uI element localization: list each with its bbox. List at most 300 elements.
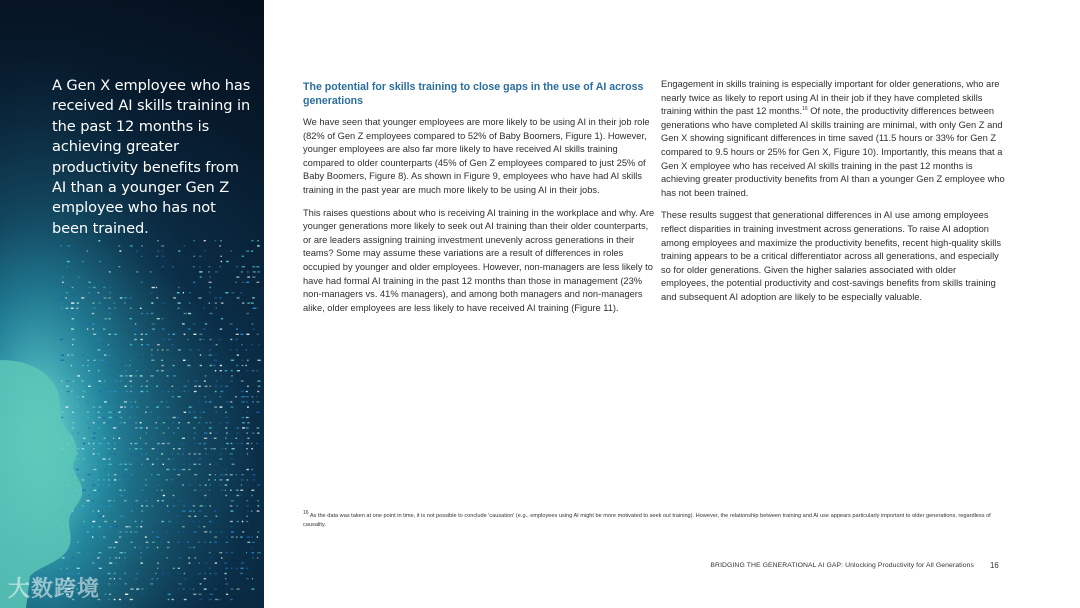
dot xyxy=(66,557,67,558)
dot xyxy=(189,453,191,454)
dot xyxy=(156,536,159,537)
dot xyxy=(214,297,217,298)
dot xyxy=(172,266,174,267)
dot xyxy=(119,557,120,558)
dot xyxy=(209,287,211,288)
dot xyxy=(134,375,136,376)
dot xyxy=(231,250,232,251)
dot xyxy=(231,406,234,407)
dot xyxy=(145,484,146,485)
dot xyxy=(237,354,239,355)
dot xyxy=(129,412,132,413)
dot xyxy=(204,396,206,397)
dot xyxy=(61,568,63,569)
dot xyxy=(173,370,174,371)
dot xyxy=(135,422,136,423)
dot xyxy=(151,583,154,584)
dot xyxy=(167,542,169,543)
dot xyxy=(103,328,105,329)
dot xyxy=(230,521,233,522)
dot xyxy=(177,562,178,563)
dot xyxy=(246,443,249,444)
dot xyxy=(88,453,90,454)
dot xyxy=(108,448,110,449)
dot xyxy=(246,401,248,402)
dot xyxy=(161,401,163,402)
dot xyxy=(257,282,260,283)
dot xyxy=(214,573,217,574)
dot xyxy=(62,557,65,558)
dot xyxy=(188,380,189,381)
dot xyxy=(60,302,63,303)
footnote-reference[interactable]: 16 xyxy=(802,106,808,113)
dot xyxy=(246,552,247,553)
dot xyxy=(82,391,85,392)
dot xyxy=(231,588,234,589)
dot xyxy=(236,427,239,428)
dot xyxy=(221,448,224,449)
dot xyxy=(199,271,202,272)
dot xyxy=(71,391,72,392)
dot xyxy=(177,516,179,517)
dot xyxy=(237,588,240,589)
dot xyxy=(88,495,90,496)
dot xyxy=(124,500,127,501)
dot xyxy=(200,276,202,277)
dot xyxy=(241,479,244,480)
dot xyxy=(145,365,147,366)
paragraph-text: Of note, the productivity differences between generations who have completed AI skills training are minimal, with only Gen Z and Gen X showing significant differences in time saved (11.5 hours or 33% for Gen Z compared to 9.5 hours or 25% for Gen X, Figure 10). Importantly, this means that a Gen X employee who has received AI skills training in the past 12 months is achieving greater productivity benefits from AI than a younger Gen Z employee who has not been trained. xyxy=(661,106,1005,198)
dot xyxy=(215,391,217,392)
dot xyxy=(163,422,165,423)
dot xyxy=(252,401,254,402)
dot xyxy=(72,287,74,288)
dot xyxy=(87,323,89,324)
dot xyxy=(200,490,203,491)
dot xyxy=(205,562,208,563)
dot xyxy=(140,349,141,350)
dot xyxy=(220,453,222,454)
dot xyxy=(72,422,74,423)
dot xyxy=(251,240,253,241)
dot xyxy=(129,297,132,298)
dot xyxy=(251,443,252,444)
dot xyxy=(257,427,260,428)
dot xyxy=(60,245,62,246)
dot xyxy=(221,386,223,387)
dot xyxy=(162,250,163,251)
dot xyxy=(251,344,253,345)
dot xyxy=(114,417,117,418)
left-text-column xyxy=(303,78,655,324)
dot xyxy=(157,250,159,251)
dot xyxy=(199,386,201,387)
dot xyxy=(256,396,257,397)
dot xyxy=(87,401,89,402)
dot xyxy=(179,583,182,584)
dot xyxy=(92,302,94,303)
dot xyxy=(251,552,254,553)
dot xyxy=(92,536,93,537)
dot xyxy=(163,464,165,465)
dot xyxy=(98,526,101,527)
dot xyxy=(173,422,174,423)
dot xyxy=(125,531,127,532)
dot xyxy=(199,562,200,563)
dot xyxy=(242,344,243,345)
dot xyxy=(209,282,212,283)
dot xyxy=(178,568,180,569)
dot xyxy=(178,469,181,470)
dot xyxy=(114,302,115,303)
dot xyxy=(93,328,94,329)
dot xyxy=(130,531,132,532)
dot xyxy=(129,484,131,485)
dot xyxy=(205,453,206,454)
dot xyxy=(152,531,154,532)
dot xyxy=(220,375,222,376)
dot xyxy=(242,422,245,423)
dot xyxy=(173,360,176,361)
dot xyxy=(98,417,101,418)
dot xyxy=(204,531,207,532)
dot xyxy=(173,505,175,506)
dot xyxy=(168,339,171,340)
dot xyxy=(130,308,131,309)
dot xyxy=(241,396,244,397)
dot xyxy=(215,271,218,272)
dot xyxy=(135,578,136,579)
dot xyxy=(193,594,196,595)
dot xyxy=(188,412,191,413)
dot xyxy=(151,313,154,314)
dot xyxy=(161,360,163,361)
dot xyxy=(226,401,229,402)
dot xyxy=(119,583,120,584)
dot xyxy=(220,490,223,491)
dot xyxy=(235,396,236,397)
dot xyxy=(141,588,143,589)
dot xyxy=(226,261,229,262)
dot xyxy=(189,588,191,589)
dot xyxy=(199,453,201,454)
dot xyxy=(67,568,68,569)
dot xyxy=(157,344,160,345)
dot xyxy=(113,547,116,548)
dot xyxy=(253,474,256,475)
dot xyxy=(130,422,133,423)
dot xyxy=(168,391,169,392)
dot xyxy=(110,578,112,579)
dot xyxy=(209,599,212,600)
dot xyxy=(94,495,95,496)
dot xyxy=(237,297,240,298)
dot xyxy=(126,526,129,527)
dot xyxy=(98,490,100,491)
dot xyxy=(173,375,176,376)
dot xyxy=(104,469,107,470)
dot xyxy=(215,370,216,371)
dot xyxy=(194,417,197,418)
dot xyxy=(235,474,237,475)
dot xyxy=(61,297,63,298)
dot xyxy=(124,552,126,553)
dot xyxy=(103,458,106,459)
dot xyxy=(184,245,185,246)
dot xyxy=(161,573,164,574)
dot xyxy=(109,453,112,454)
dot xyxy=(247,406,249,407)
dot xyxy=(124,469,127,470)
dot xyxy=(93,469,96,470)
dot xyxy=(83,443,85,444)
paragraph-text: Engagement in skills training is especially important for older generations, who are nearly twice as likely to report using AI in their job if they have completed skills training within the past 12 months. xyxy=(661,79,1000,117)
dot xyxy=(173,365,175,366)
dot xyxy=(256,308,258,309)
dot xyxy=(140,448,142,449)
dot xyxy=(246,396,249,397)
dot xyxy=(98,552,101,553)
dot xyxy=(131,443,132,444)
dot xyxy=(125,412,126,413)
dot xyxy=(103,516,105,517)
dot xyxy=(193,505,195,506)
dot xyxy=(225,490,227,491)
dot xyxy=(152,448,155,449)
dot xyxy=(194,490,197,491)
dot xyxy=(157,448,159,449)
dot xyxy=(72,318,75,319)
dot xyxy=(219,484,222,485)
dot xyxy=(93,448,95,449)
dot xyxy=(257,510,260,511)
dot xyxy=(171,344,173,345)
dot xyxy=(92,521,95,522)
dot xyxy=(135,448,138,449)
dot xyxy=(62,282,64,283)
dot xyxy=(235,282,236,283)
dot xyxy=(157,578,159,579)
dot xyxy=(93,505,95,506)
dot xyxy=(235,339,238,340)
dot xyxy=(183,531,185,532)
dot xyxy=(103,422,105,423)
dot xyxy=(72,557,74,558)
dot xyxy=(241,484,242,485)
dot xyxy=(108,354,111,355)
dot xyxy=(215,464,217,465)
dot xyxy=(214,448,216,449)
dot xyxy=(205,375,207,376)
dot xyxy=(199,521,201,522)
dot xyxy=(209,401,212,402)
dot xyxy=(194,386,197,387)
dot xyxy=(225,484,227,485)
dot xyxy=(231,375,232,376)
dot xyxy=(188,479,190,480)
dot xyxy=(109,349,110,350)
dot xyxy=(119,531,121,532)
dot xyxy=(257,557,258,558)
dot xyxy=(236,365,238,366)
dot xyxy=(230,474,233,475)
dot xyxy=(110,375,112,376)
dot xyxy=(152,542,155,543)
dot xyxy=(215,599,218,600)
dot xyxy=(150,375,153,376)
dot xyxy=(124,401,127,402)
dot xyxy=(198,573,201,574)
dot xyxy=(108,344,109,345)
dot xyxy=(167,380,168,381)
dot xyxy=(83,458,85,459)
dot xyxy=(199,443,201,444)
dot xyxy=(198,349,199,350)
dot xyxy=(72,427,74,428)
dot xyxy=(184,386,187,387)
dot xyxy=(77,542,78,543)
dot xyxy=(146,386,148,387)
dot xyxy=(109,557,110,558)
dot xyxy=(216,516,218,517)
dot xyxy=(242,365,244,366)
dot xyxy=(252,557,253,558)
dot xyxy=(129,396,131,397)
dot xyxy=(99,568,102,569)
dot xyxy=(177,292,180,293)
dot xyxy=(150,412,152,413)
dot xyxy=(252,266,255,267)
dot xyxy=(141,505,143,506)
dot xyxy=(237,521,239,522)
dot xyxy=(246,250,249,251)
dot xyxy=(163,495,165,496)
dot xyxy=(151,302,153,303)
dot xyxy=(104,573,106,574)
dot xyxy=(204,588,207,589)
dot xyxy=(87,510,88,511)
dot xyxy=(209,349,211,350)
dot xyxy=(150,271,151,272)
dot xyxy=(135,521,137,522)
dot xyxy=(114,391,117,392)
dot xyxy=(220,391,223,392)
dot xyxy=(124,406,126,407)
dot xyxy=(214,536,217,537)
dot xyxy=(61,360,64,361)
dot xyxy=(209,313,212,314)
dot xyxy=(194,432,197,433)
dot xyxy=(178,250,180,251)
dot xyxy=(141,354,143,355)
dot xyxy=(193,240,195,241)
dot xyxy=(189,349,192,350)
dot xyxy=(108,474,109,475)
dot xyxy=(130,453,132,454)
dot xyxy=(236,432,239,433)
dot xyxy=(246,505,249,506)
dot xyxy=(61,308,63,309)
dot xyxy=(66,406,69,407)
dot xyxy=(220,422,221,423)
dot xyxy=(188,505,190,506)
dot xyxy=(108,297,111,298)
dot xyxy=(236,328,238,329)
dot xyxy=(124,422,126,423)
dot xyxy=(156,422,157,423)
dot xyxy=(210,386,212,387)
dot xyxy=(76,313,77,314)
dot xyxy=(247,542,250,543)
dot xyxy=(71,308,74,309)
dot xyxy=(198,542,200,543)
dot xyxy=(216,380,218,381)
dot xyxy=(200,583,202,584)
dot xyxy=(194,443,195,444)
dot xyxy=(88,458,91,459)
dot xyxy=(251,547,252,548)
dot xyxy=(221,302,224,303)
dot xyxy=(108,412,111,413)
dot xyxy=(179,422,180,423)
dot xyxy=(246,469,249,470)
dot xyxy=(194,380,197,381)
dot xyxy=(220,406,223,407)
dot xyxy=(246,313,249,314)
dot xyxy=(166,349,169,350)
dot xyxy=(188,469,190,470)
dot xyxy=(220,370,222,371)
dot xyxy=(167,573,170,574)
dot xyxy=(76,458,79,459)
dot xyxy=(203,443,206,444)
footnote xyxy=(303,512,993,529)
dot xyxy=(114,521,116,522)
dot xyxy=(257,443,258,444)
dot xyxy=(141,453,142,454)
dot xyxy=(225,568,228,569)
dot xyxy=(93,287,96,288)
dot xyxy=(231,500,234,501)
dot xyxy=(135,401,136,402)
dot xyxy=(155,427,158,428)
dot xyxy=(215,302,217,303)
dot xyxy=(115,526,118,527)
dot xyxy=(146,547,149,548)
dot xyxy=(77,552,80,553)
dot xyxy=(216,412,218,413)
dot xyxy=(199,334,202,335)
dot xyxy=(146,542,149,543)
dot xyxy=(221,261,222,262)
dot xyxy=(147,344,150,345)
dot xyxy=(188,360,189,361)
dot xyxy=(199,594,202,595)
dot xyxy=(225,448,226,449)
dot xyxy=(92,500,94,501)
pull-quote: A Gen X employee who has received AI skills training in the past 12 months is achieving greater productivity benefits from AI than a younger Gen Z employee who has not been trained. xyxy=(52,77,251,237)
dot xyxy=(135,427,138,428)
dot xyxy=(151,578,153,579)
dot xyxy=(145,536,147,537)
dot xyxy=(189,292,191,293)
dot xyxy=(214,406,217,407)
dot xyxy=(210,292,211,293)
dot xyxy=(88,292,90,293)
dot xyxy=(72,417,73,418)
dot xyxy=(119,536,122,537)
dot xyxy=(125,370,127,371)
